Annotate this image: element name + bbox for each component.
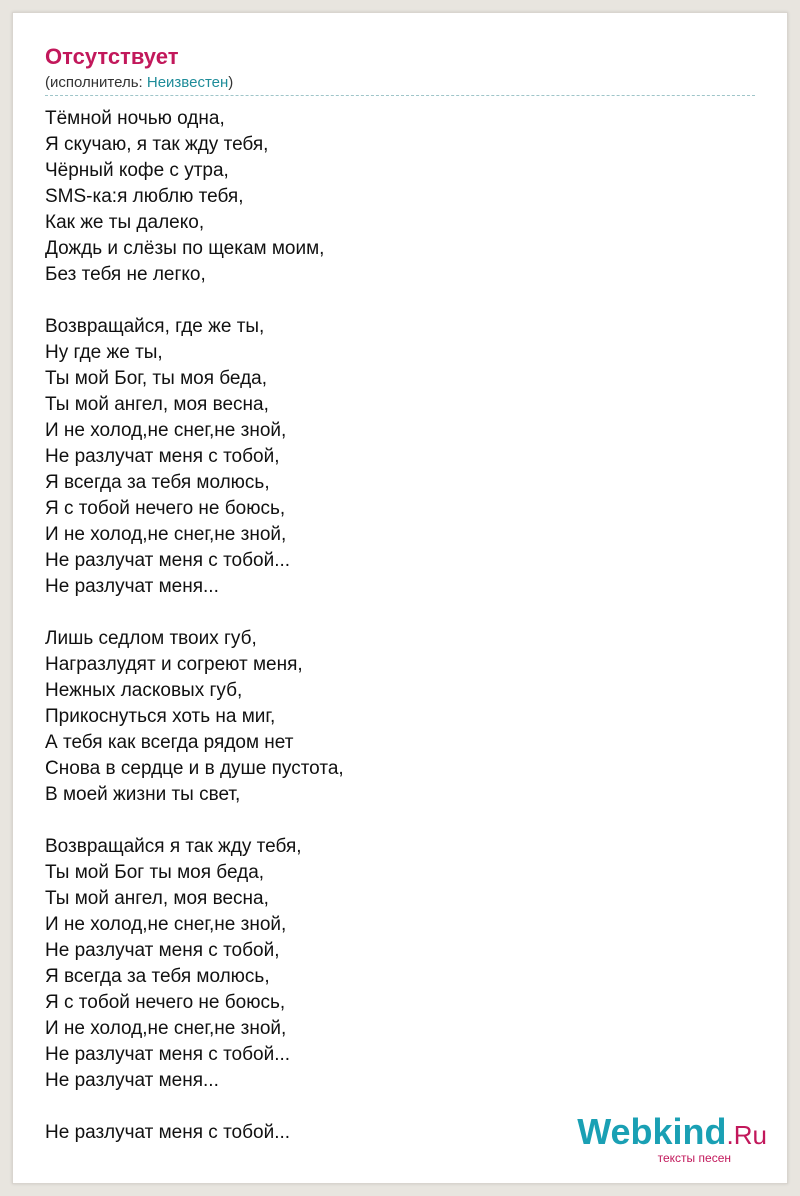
- lyric-line: В моей жизни ты свет,: [45, 784, 241, 805]
- lyric-line: Возвращайся, где же ты,: [45, 316, 265, 337]
- lyric-line: Не разлучат меня с тобой...: [45, 1122, 291, 1143]
- artist-link[interactable]: Неизвестен: [146, 74, 229, 91]
- lyric-line: И не холод,не снег,не зной,: [45, 524, 287, 545]
- logo-wordmark: [577, 1111, 767, 1153]
- lyric-line: Я скучаю, я так жду тебя,: [45, 134, 269, 155]
- logo-tld: .Ru: [726, 1120, 767, 1150]
- lyric-line: Ты мой Бог ты моя беда,: [45, 862, 265, 883]
- lyric-line: Не разлучат меня с тобой...: [45, 1044, 291, 1065]
- lyric-line: Не разлучат меня...: [45, 1070, 219, 1091]
- lyric-line: Чёрный кофе с утра,: [45, 160, 229, 181]
- lyrics-stanza: [45, 626, 755, 808]
- lyric-line: SMS-ка:я люблю тебя,: [45, 186, 244, 207]
- artist-prefix: (исполнитель:: [45, 74, 147, 91]
- lyric-line: Ты мой ангел, моя весна,: [45, 888, 269, 909]
- lyrics-stanza: [45, 314, 755, 600]
- lyrics-stanza: [45, 834, 755, 1094]
- lyric-line: Как же ты далеко,: [45, 212, 205, 233]
- lyric-line: Прикоснуться хоть на миг,: [45, 706, 276, 727]
- lyric-line: Возвращайся я так жду тебя,: [45, 836, 302, 857]
- lyric-line: Дождь и слёзы по щекам моим,: [45, 238, 325, 259]
- lyric-line: Без тебя не легко,: [45, 264, 206, 285]
- lyric-line: Не разлучат меня с тобой,: [45, 940, 280, 961]
- lyric-line: Я с тобой нечего не боюсь,: [45, 498, 286, 519]
- song-title: Отсутствует: [45, 44, 179, 69]
- lyrics-body: [45, 106, 755, 1146]
- logo-brand: Webkind: [577, 1111, 727, 1152]
- logo-tagline: тексты песен: [657, 1151, 731, 1165]
- lyric-line: И не холод,не снег,не зной,: [45, 914, 287, 935]
- lyric-line: Нежных ласковых губ,: [45, 680, 243, 701]
- lyric-line: Награзлудят и согреют меня,: [45, 654, 303, 675]
- lyric-line: Тёмной ночью одна,: [45, 108, 225, 129]
- lyric-line: Лишь седлом твоих губ,: [45, 628, 257, 649]
- lyric-line: А тебя как всегда рядом нет: [45, 732, 294, 753]
- lyric-line: И не холод,не снег,не зной,: [45, 420, 287, 441]
- site-logo[interactable]: [577, 1111, 767, 1165]
- lyric-line: Не разлучат меня с тобой...: [45, 550, 291, 571]
- lyric-line: И не холод,не снег,не зной,: [45, 1018, 287, 1039]
- lyric-line: Ну где же ты,: [45, 342, 163, 363]
- lyric-line: Снова в сердце и в душе пустота,: [45, 758, 344, 779]
- lyrics-content: [45, 43, 755, 1172]
- artist-line: [45, 73, 755, 96]
- lyric-line: Я с тобой нечего не боюсь,: [45, 992, 286, 1013]
- lyrics-stanza: [45, 106, 755, 288]
- lyric-line: Не разлучат меня с тобой,: [45, 446, 280, 467]
- lyrics-sheet: [12, 12, 788, 1184]
- lyric-line: Я всегда за тебя молюсь,: [45, 472, 270, 493]
- lyric-line: Я всегда за тебя молюсь,: [45, 966, 270, 987]
- artist-suffix: ): [228, 74, 234, 91]
- lyric-line: Ты мой Бог, ты моя беда,: [45, 368, 268, 389]
- lyric-line: Ты мой ангел, моя весна,: [45, 394, 269, 415]
- lyric-line: Не разлучат меня...: [45, 576, 219, 597]
